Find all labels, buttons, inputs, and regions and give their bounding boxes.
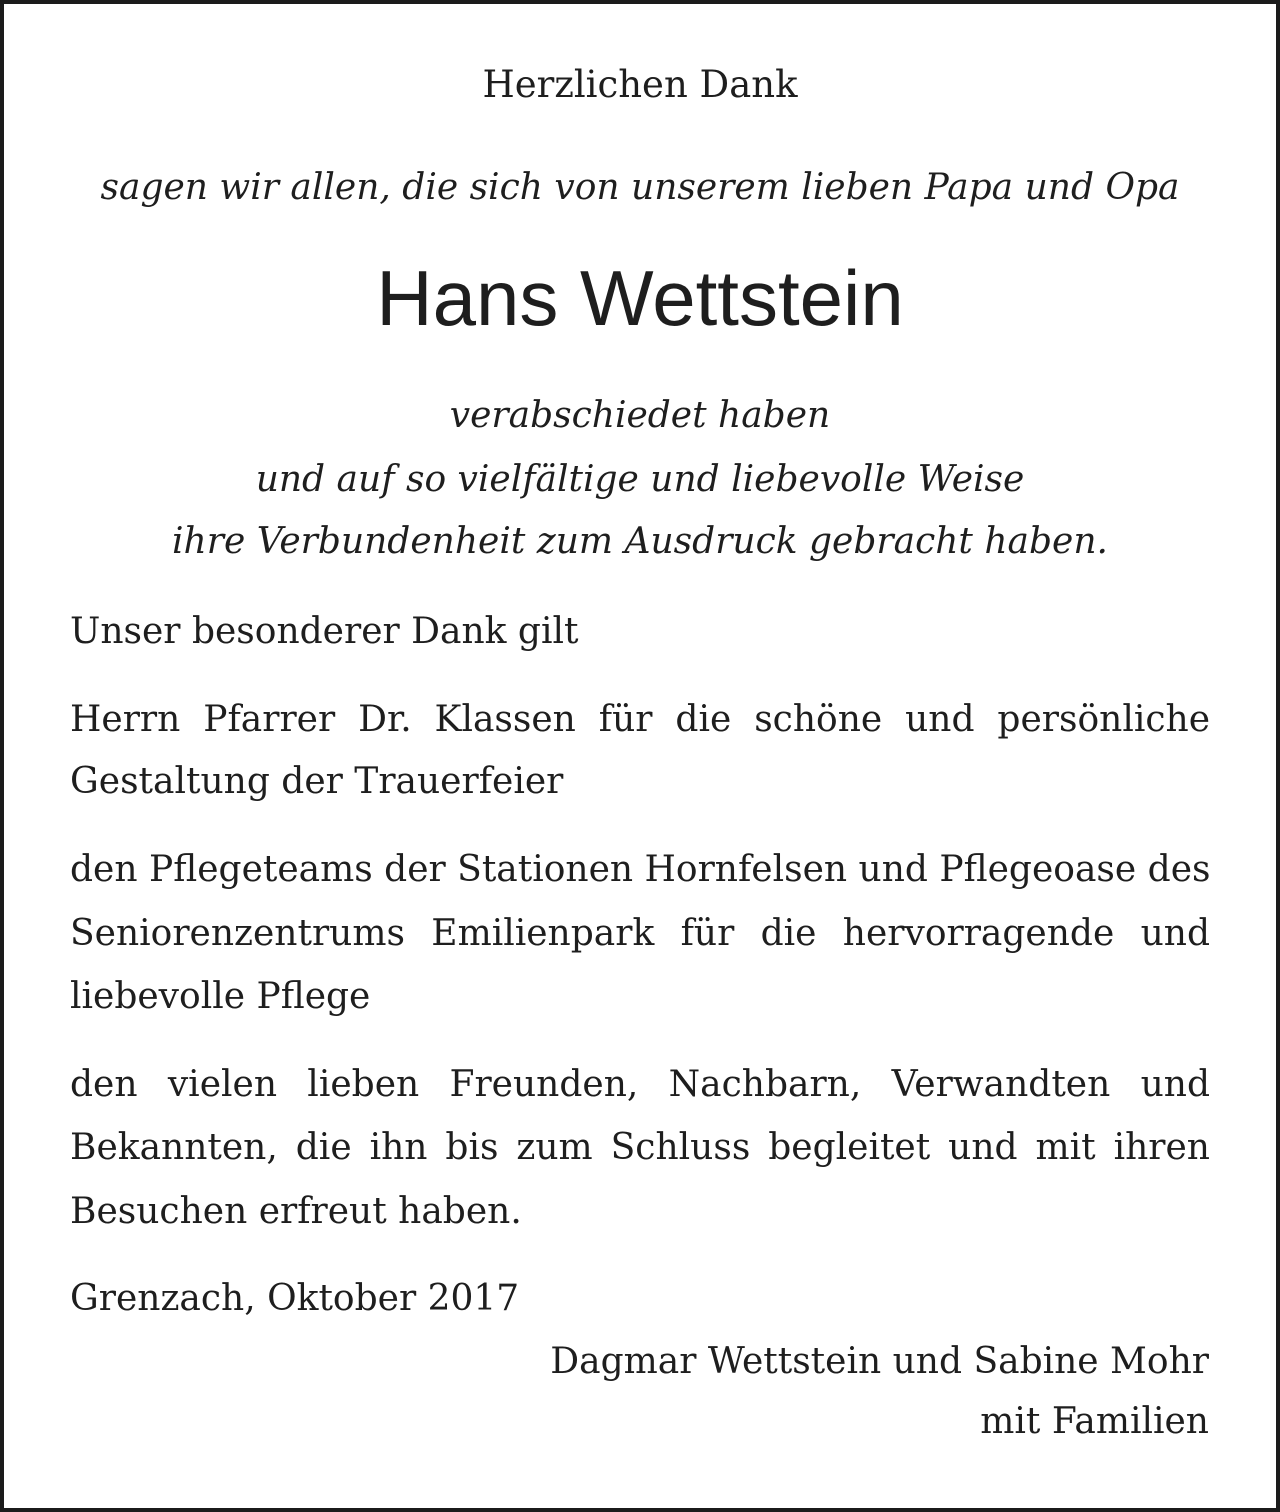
- thanks-friends-line-2: Bekannten, die ihn bis zum Schluss begleitet und mit ihren: [70, 1127, 1210, 1168]
- farewell-line-2: und auf so vielfältige und liebevolle Weise: [255, 459, 1025, 500]
- thanks-pastor-line-1: Herrn Pfarrer Dr. Klassen für die schöne und persönliche: [70, 699, 1210, 740]
- farewell-line-1: verabschiedet haben: [449, 395, 831, 436]
- thanks-care-line-3: liebevolle Pflege: [70, 976, 371, 1017]
- intro-line: sagen wir allen, die sich von unserem lieben Papa und Opa: [100, 167, 1180, 208]
- thanks-friends-line-1: den vielen lieben Freunden, Nachbarn, Verwandten und: [70, 1064, 1210, 1105]
- special-thanks-intro: Unser besonderer Dank gilt: [70, 611, 579, 652]
- thanks-pastor-line-2: Gestaltung der Trauerfeier: [70, 761, 564, 802]
- heading: Herzlichen Dank: [482, 63, 798, 106]
- thanks-care-line-1: den Pflegeteams der Stationen Hornfelsen und Pflegeoase des: [70, 849, 1211, 890]
- signature-line-2: mit Familien: [980, 1401, 1209, 1442]
- deceased-name: Hans Wettstein: [376, 254, 904, 342]
- thanks-friends-line-3: Besuchen erfreut haben.: [70, 1191, 522, 1232]
- signature-line-1: Dagmar Wettstein und Sabine Mohr: [550, 1341, 1209, 1382]
- place-date: Grenzach, Oktober 2017: [70, 1278, 520, 1319]
- farewell-line-3: ihre Verbundenheit zum Ausdruck gebracht haben.: [172, 521, 1108, 562]
- thanks-care-line-2: Seniorenzentrums Emilienpark für die hervorragende und: [70, 913, 1210, 954]
